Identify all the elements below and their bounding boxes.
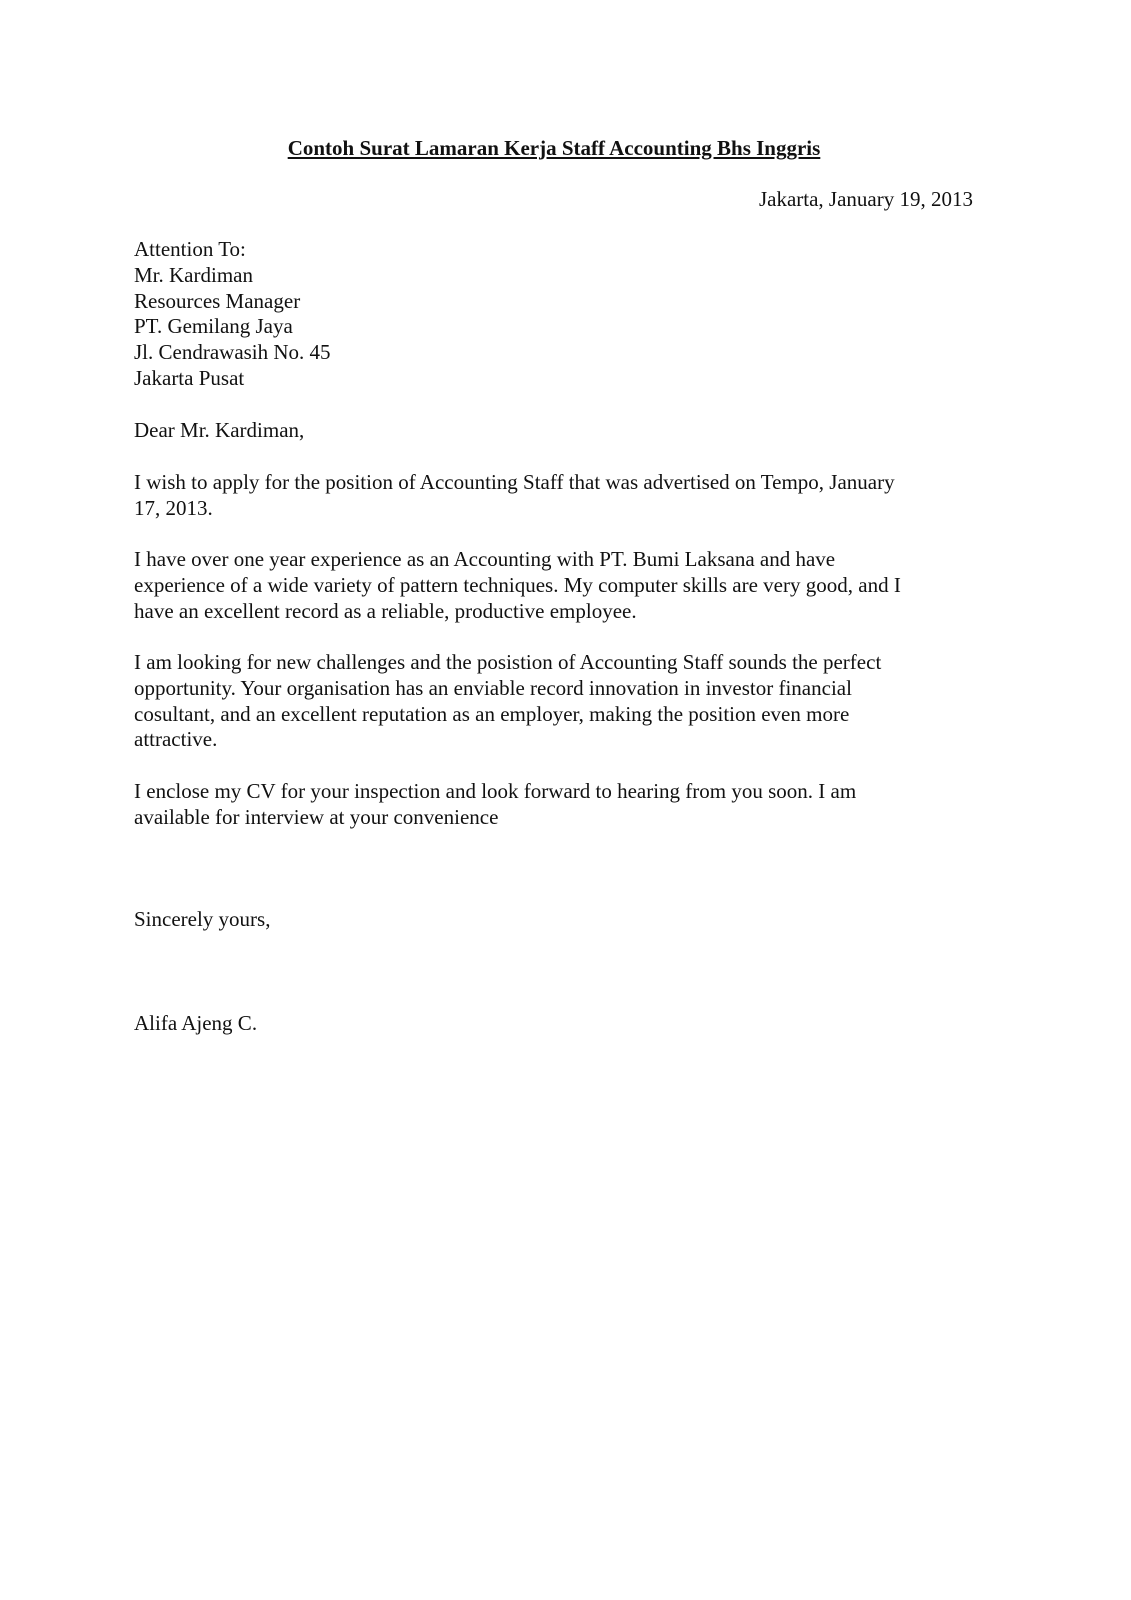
paragraph-line: I enclose my CV for your inspection and look forward to hearing from you soon. I am xyxy=(134,779,857,803)
recipient-line: Resources Manager xyxy=(134,288,301,313)
recipient-address xyxy=(134,237,964,392)
recipient-line: Attention To: xyxy=(134,237,246,261)
letter-date: Jakarta, January 19, 2013 xyxy=(758,187,973,211)
salutation xyxy=(134,418,964,444)
paragraph-line: have an excellent record as a reliable, productive employee. xyxy=(134,598,637,623)
signature-name: Alifa Ajeng C. xyxy=(134,1011,258,1035)
signature xyxy=(134,1011,964,1037)
recipient-line: Jakarta Pusat xyxy=(134,365,245,390)
paragraph-line: attractive. xyxy=(134,727,218,752)
paragraph-2 xyxy=(134,547,964,624)
salutation-text: Dear Mr. Kardiman, xyxy=(134,418,305,442)
paragraph-1 xyxy=(134,470,964,522)
document-title: Contoh Surat Lamaran Kerja Staff Accounting Bhs Inggris xyxy=(287,136,821,160)
paragraph-3 xyxy=(134,650,964,753)
paragraph-4 xyxy=(134,779,964,831)
closing xyxy=(134,907,964,933)
paragraph-line: opportunity. Your organisation has an enviable record innovation in investor financial xyxy=(134,675,852,700)
paragraph-line: cosultant, and an excellent reputation as an employer, making the position even more xyxy=(134,701,850,726)
paragraph-line: experience of a wide variety of pattern techniques. My computer skills are very good, and I xyxy=(134,572,901,597)
recipient-line: Jl. Cendrawasih No. 45 xyxy=(134,340,331,365)
recipient-line: Mr. Kardiman xyxy=(134,262,253,287)
paragraph-line: 17, 2013. xyxy=(134,495,213,520)
paragraph-line: I am looking for new challenges and the posistion of Accounting Staff sounds the perfect xyxy=(134,650,882,674)
paragraph-line: I have over one year experience as an Accounting with PT. Bumi Laksana and have xyxy=(134,547,836,571)
paragraph-line: I wish to apply for the position of Accounting Staff that was advertised on Tempo, January xyxy=(134,470,895,494)
closing-text: Sincerely yours, xyxy=(134,907,271,931)
recipient-line: PT. Gemilang Jaya xyxy=(134,314,293,339)
paragraph-line: available for interview at your convenience xyxy=(134,804,499,829)
